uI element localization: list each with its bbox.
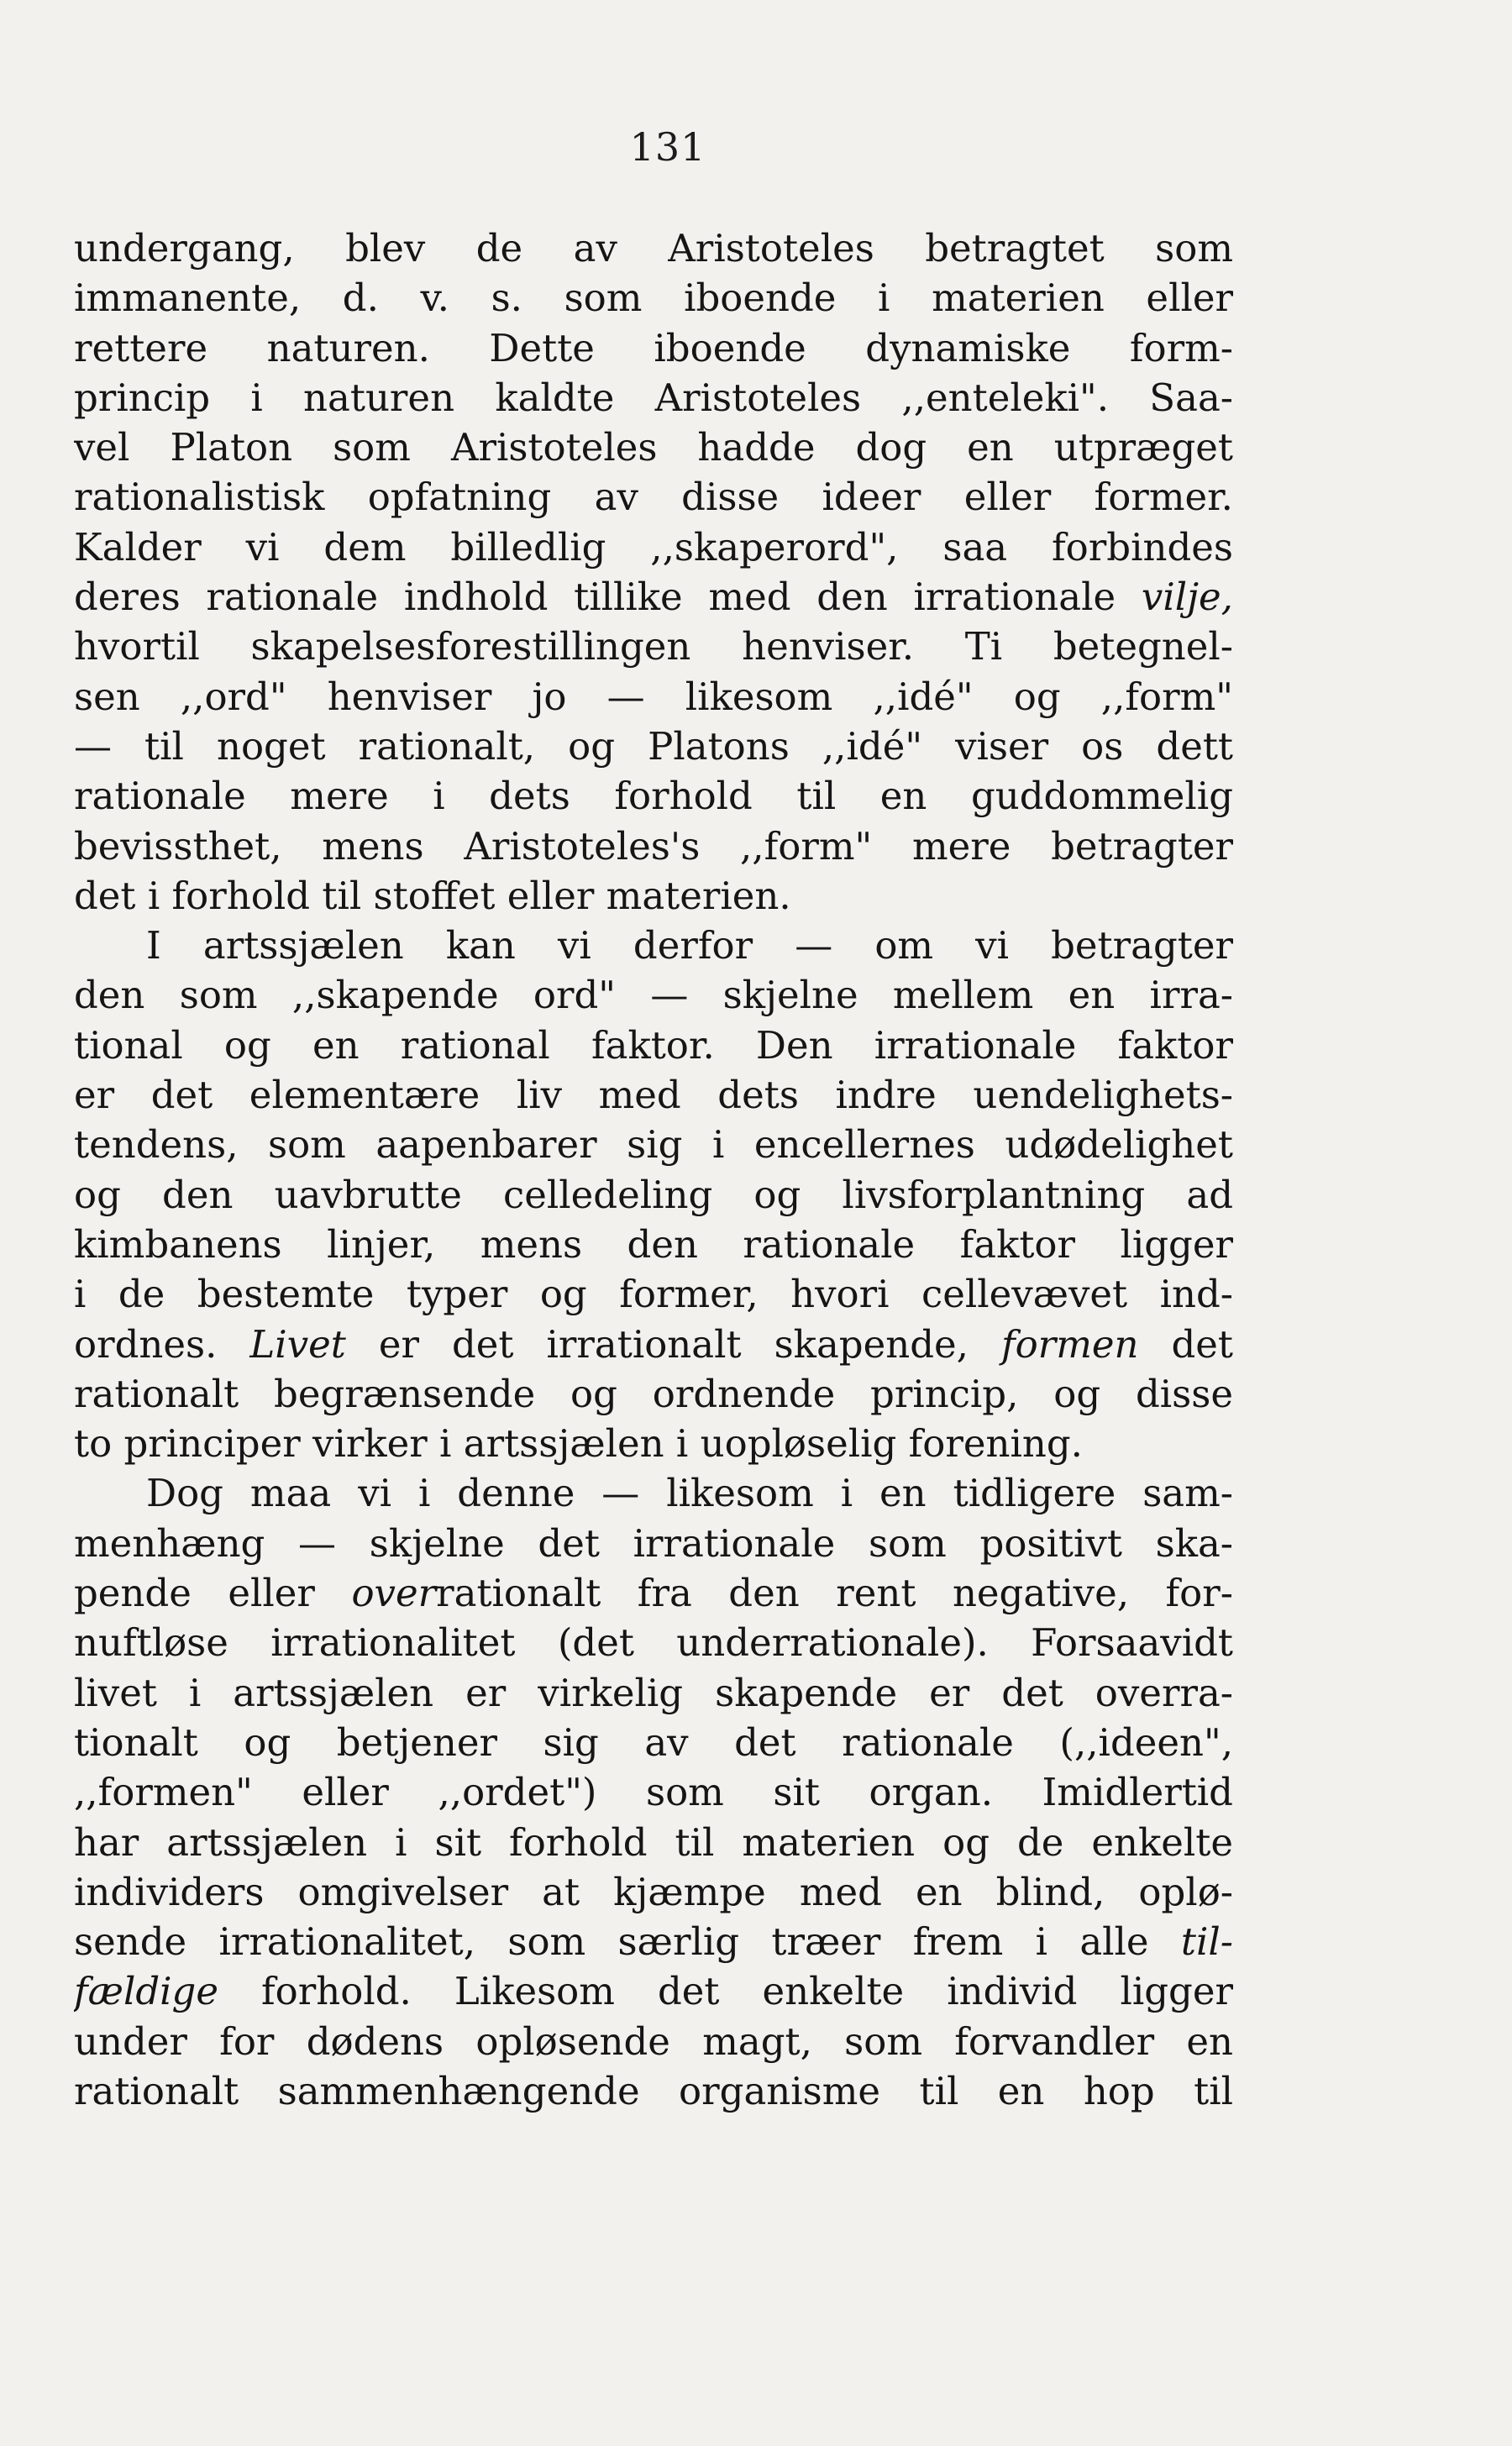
text-line [74, 1618, 1233, 1667]
text-run: ordnes. [74, 1321, 250, 1367]
text-line [74, 970, 1233, 1020]
text-run: er det elementære liv med dets indre uendelighets- [74, 1073, 1233, 1118]
text-line [74, 1966, 1233, 2016]
text-run: under for dødens opløsende magt, som forvandler en [74, 2018, 1233, 2064]
text-run: princip i naturen kaldte Aristoteles ,,enteleki". Saa- [74, 375, 1233, 420]
text-run: livet i artssjælen er virkelig skapende er det overra- [74, 1670, 1233, 1715]
text-run: det i forhold til stoffet eller materien. [74, 873, 791, 918]
text-run: deres rationale indhold tillike med den irrationale [74, 575, 1142, 620]
text-run: rettere naturen. Dette iboende dynamiske form- [74, 325, 1233, 370]
text-line [74, 1867, 1233, 1917]
text-line [74, 223, 1233, 273]
text-run: er det irrationalt skapende, [345, 1321, 1001, 1367]
text-line [74, 921, 1233, 970]
text-line [74, 373, 1233, 423]
body-text [74, 223, 1233, 2116]
italic-text: formen [1000, 1321, 1139, 1367]
text-line [74, 572, 1233, 622]
text-line [74, 722, 1233, 771]
text-run: rationalistisk opfatning av disse ideer eller former. [74, 475, 1233, 520]
text-line [74, 871, 1233, 921]
text-run: tional og en rational faktor. Den irrationale faktor [74, 1022, 1233, 1068]
text-line [74, 1269, 1233, 1319]
text-line [74, 1568, 1233, 1618]
text-line [74, 1170, 1233, 1220]
text-line [74, 1070, 1233, 1120]
text-run: individers omgivelser at kjæmpe med en blind, oplø- [74, 1869, 1233, 1914]
text-run: bevissthet, mens Aristoteles's ,,form" mere betragter [74, 823, 1233, 869]
text-run: rationalt fra den rent negative, for- [436, 1571, 1233, 1616]
text-line [74, 1468, 1233, 1518]
text-line [74, 1369, 1233, 1419]
text-run: pende eller [74, 1571, 352, 1616]
text-line [74, 1818, 1233, 1867]
text-line [74, 522, 1233, 572]
text-run: rationalt begrænsende og ordnende princip, og disse [74, 1371, 1233, 1416]
text-line [74, 2017, 1233, 2066]
text-run: — til noget rationalt, og Platons ,,idé" viser os dett [74, 723, 1233, 769]
text-line [74, 1767, 1233, 1817]
text-run: hvortil skapelsesforestillingen henviser. Ti betegnel- [74, 624, 1233, 669]
text-run: immanente, d. v. s. som iboende i materien eller [74, 276, 1233, 321]
text-line [74, 273, 1233, 323]
text-line [74, 1519, 1233, 1568]
text-run: tionalt og betjener sig av det rationale (,,ideen", [74, 1719, 1233, 1765]
text-run: har artssjælen i sit forhold til materien og de enkelte [74, 1819, 1233, 1865]
text-run: sen ,,ord" henviser jo — likesom ,,idé" og ,,form" [74, 674, 1233, 719]
text-run: undergang, blev de av Aristoteles betragtet som [74, 226, 1233, 270]
text-run: tendens, som aapenbarer sig i encellernes udødelighet [74, 1122, 1233, 1168]
text-line [74, 1120, 1233, 1169]
text-line [74, 1320, 1233, 1369]
text-run: sende irrationalitet, som særlig træer frem i alle [74, 1919, 1181, 1965]
text-run: I artssjælen kan vi derfor — om vi betragter [146, 923, 1233, 968]
text-line [74, 2066, 1233, 2116]
text-run: det [1138, 1321, 1233, 1367]
italic-text: til- [1180, 1919, 1233, 1965]
text-run: rationalt sammenhængende organisme til en hop til [74, 2068, 1233, 2113]
italic-text: over [351, 1571, 437, 1616]
text-run: to principer virker i artssjælen i uopløselig forening. [74, 1421, 1083, 1467]
text-line [74, 1419, 1233, 1468]
text-line [74, 423, 1233, 472]
text-run: kimbanens linjer, mens den rationale faktor ligger [74, 1221, 1233, 1267]
text-run: Dog maa vi i denne — likesom i en tidligere sam- [146, 1471, 1233, 1516]
text-run: nuftløse irrationalitet (det underrationale). Forsaavidt [74, 1620, 1233, 1666]
italic-text: Livet [249, 1321, 346, 1367]
text-line [74, 323, 1233, 373]
text-run: rationale mere i dets forhold til en guddommelig [74, 774, 1233, 819]
italic-text: fældige [74, 1969, 218, 2014]
text-run: den som ,,skapende ord" — skjelne mellem en irra- [74, 973, 1233, 1018]
text-line [74, 821, 1233, 871]
text-run: vel Platon som Aristoteles hadde dog en utpræget [74, 425, 1233, 470]
text-line [74, 1021, 1233, 1070]
text-run: ,,formen" eller ,,ordet") som sit organ. Imidlertid [74, 1770, 1233, 1815]
text-line [74, 1220, 1233, 1269]
text-line [74, 1718, 1233, 1767]
text-run: forhold. Likesom det enkelte individ ligger [218, 1969, 1233, 2014]
text-run: menhæng — skjelne det irrationale som positivt ska- [74, 1520, 1233, 1566]
text-line [74, 771, 1233, 821]
text-run: og den uavbrutte celledeling og livsforplantning ad [74, 1172, 1233, 1217]
text-run: i de bestemte typer og former, hvori cellevævet ind- [74, 1272, 1233, 1317]
text-line [74, 472, 1233, 522]
text-line [74, 622, 1233, 671]
italic-text: vilje, [1141, 575, 1233, 620]
text-line [74, 1917, 1233, 1966]
text-run: Kalder vi dem billedlig ,,skaperord", saa forbindes [74, 524, 1233, 570]
page-number: 131 [629, 124, 706, 170]
text-line [74, 1668, 1233, 1718]
text-line [74, 672, 1233, 722]
